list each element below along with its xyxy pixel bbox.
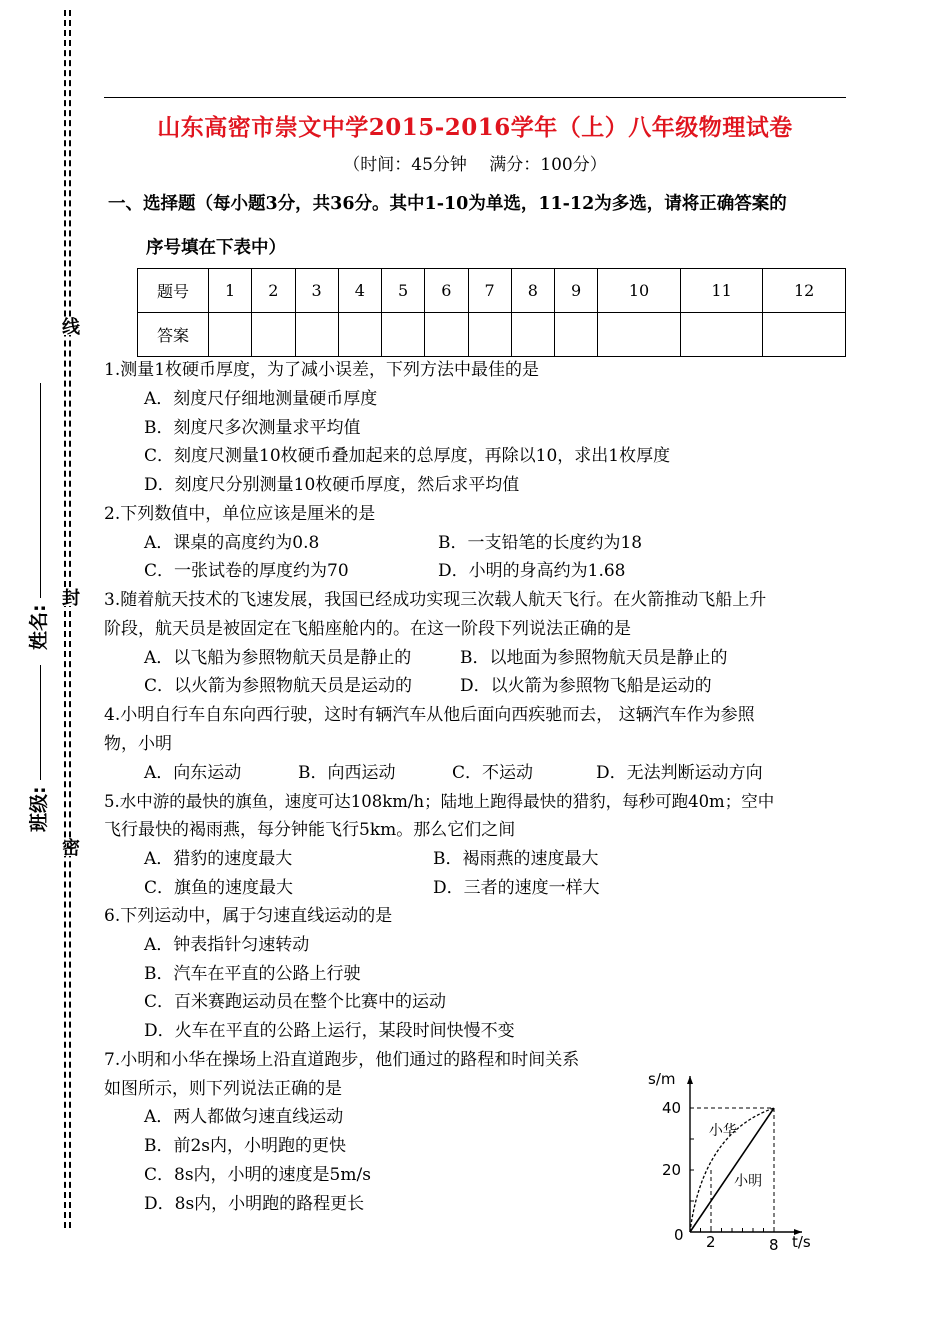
section-heading-line2: 序号填在下表中）: [146, 238, 286, 258]
question-7-option-d: D．8s内，小明跑的路程更长: [144, 1194, 365, 1214]
question-1-option-d: D．刻度尺分别测量10枚硬币厚度，然后求平均值: [144, 475, 520, 495]
answer-cell[interactable]: [252, 313, 295, 357]
exam-title: 山东高密市崇文中学2015-2016学年（上）八年级物理试卷: [157, 114, 793, 141]
question-3-option-b: B．以地面为参照物航天员是静止的: [460, 648, 728, 668]
answer-cell[interactable]: [295, 313, 338, 357]
section-heading-line1: 一、选择题（每小题3分，共36分。其中1-10为单选，11-12为多选，请将正确答案的: [108, 194, 787, 214]
table-number-cell: 8: [511, 269, 554, 313]
y-axis-label: s/m: [648, 1070, 676, 1088]
question-4-option-b: B．向西运动: [298, 763, 396, 783]
table-number-cell: 4: [338, 269, 381, 313]
question-6-option-c: C．百米赛跑运动员在整个比赛中的运动: [144, 992, 447, 1012]
question-2-stem: 2.下列数值中，单位应该是厘米的是: [104, 504, 376, 524]
question-1-option-b: B．刻度尺多次测量求平均值: [144, 418, 361, 438]
question-3-stem-line1: 3.随着航天技术的飞速发展，我国已经成功实现三次载人航天飞行。在火箭推动飞船上升: [104, 590, 767, 610]
seal-char-mi: 密: [56, 838, 82, 856]
table-label-answer: 答案: [138, 313, 209, 357]
question-5-option-d: D．三者的速度一样大: [433, 878, 600, 898]
margin-dashed-line-left: [64, 10, 68, 1228]
margin-dashed-line-right: [69, 10, 73, 1228]
question-4-stem-line2: 物，小明: [104, 734, 172, 754]
question-4-option-c: C．不运动: [452, 763, 534, 783]
table-number-cell: 9: [555, 269, 598, 313]
header-rule: [104, 97, 846, 98]
question-3-stem-line2: 阶段，航天员是被固定在飞船座舱内的。在这一阶段下列说法正确的是: [104, 619, 631, 639]
question-5-option-c: C．旗鱼的速度最大: [144, 878, 294, 898]
question-7-option-c: C．8s内，小明的速度是5m/s: [144, 1165, 371, 1185]
question-4-stem-line1: 4.小明自行车自东向西行驶，这时有辆汽车从他后面向西疾驰而去， 这辆汽车作为参照: [104, 705, 755, 725]
seal-char-feng: 封: [56, 588, 82, 606]
answer-cell[interactable]: [763, 313, 846, 357]
question-4-option-d: D．无法判断运动方向: [596, 763, 763, 783]
name-field: [24, 383, 51, 650]
question-7-option-a: A．两人都做匀速直线运动: [144, 1107, 344, 1127]
question-2-option-b: B．一支铅笔的长度约为18: [438, 533, 643, 553]
question-6-option-a: A．钟表指针匀速转动: [144, 935, 310, 955]
table-number-cell: 2: [252, 269, 295, 313]
answer-cell[interactable]: [425, 313, 468, 357]
table-number-cell: 11: [680, 269, 763, 313]
table-number-cell: 7: [468, 269, 511, 313]
question-6-stem: 6.下列运动中，属于匀速直线运动的是: [104, 906, 393, 926]
seal-char-xian: 线: [56, 317, 82, 335]
question-1-stem: 1.测量1枚硬币厚度，为了减小误差，下列方法中最佳的是: [104, 360, 540, 380]
answer-table-answer-row: [138, 313, 846, 357]
exam-subtitle: （时间：45分钟 满分：100分）: [343, 155, 607, 175]
class-blank: [38, 665, 41, 780]
answer-cell[interactable]: [555, 313, 598, 357]
question-4-option-a: A．向东运动: [144, 763, 242, 783]
question-5-stem-line1: 5.水中游的最快的旗鱼，速度可达108km/h；陆地上跑得最快的猎豹，每秒可跑40m；空中: [104, 792, 775, 811]
st-graph: [640, 1062, 830, 1262]
name-label: 姓名:: [28, 604, 50, 650]
question-3-option-d: D．以火箭为参照物飞船是运动的: [460, 676, 712, 696]
question-6-option-d: D．火车在平直的公路上运行，某段时间快慢不变: [144, 1021, 515, 1041]
answer-table: [137, 268, 846, 357]
y-axis-arrow: [687, 1076, 693, 1084]
table-number-cell: 12: [763, 269, 846, 313]
question-6-option-b: B．汽车在平直的公路上行驶: [144, 964, 361, 984]
table-number-cell: 1: [209, 269, 252, 313]
table-number-cell: 3: [295, 269, 338, 313]
question-5-option-a: A．猎豹的速度最大: [144, 849, 293, 869]
table-number-cell: 10: [598, 269, 681, 313]
class-label: 班级:: [28, 786, 50, 832]
series-label-xiaohua: 小华: [708, 1122, 737, 1139]
chart-layer: [648, 1070, 811, 1254]
answer-cell[interactable]: [209, 313, 252, 357]
question-5-option-b: B．褐雨燕的速度最大: [433, 849, 599, 869]
table-label-number: 题号: [138, 269, 209, 313]
answer-cell[interactable]: [511, 313, 554, 357]
table-number-cell: 6: [425, 269, 468, 313]
question-1-option-c: C．刻度尺测量10枚硬币叠加起来的总厚度，再除以10，求出1枚厚度: [144, 446, 671, 466]
answer-cell[interactable]: [382, 313, 425, 357]
question-1-option-a: A．刻度尺仔细地测量硬币厚度: [144, 389, 378, 409]
x-tick-label: 2: [706, 1233, 716, 1251]
answer-cell[interactable]: [598, 313, 681, 357]
question-5-stem-line2: 飞行最快的褐雨燕，每分钟能飞行5km。那么它们之间: [104, 820, 516, 840]
series-label-xiaoming: 小明: [734, 1173, 763, 1190]
origin-tick-label: 0: [674, 1226, 684, 1244]
table-number-cell: 5: [382, 269, 425, 313]
class-field: [24, 665, 51, 832]
y-tick-label: 20: [662, 1161, 682, 1179]
question-7-option-b: B．前2s内，小明跑的更快: [144, 1136, 347, 1156]
question-3-option-a: A．以飞船为参照物航天员是静止的: [144, 648, 412, 668]
x-tick-label: 8: [769, 1236, 779, 1254]
x-axis-label: t/s: [792, 1233, 811, 1251]
name-blank: [38, 383, 41, 598]
question-2-option-c: C．一张试卷的厚度约为70: [144, 561, 349, 581]
answer-table-header-row: [138, 269, 846, 313]
question-7-stem-line1: 7.小明和小华在操场上沿直道跑步，他们通过的路程和时间关系: [104, 1050, 580, 1070]
answer-cell[interactable]: [468, 313, 511, 357]
answer-cell[interactable]: [338, 313, 381, 357]
question-2-option-a: A．课桌的高度约为0.8: [144, 533, 320, 553]
y-tick-label: 40: [662, 1099, 682, 1117]
answer-cell[interactable]: [680, 313, 763, 357]
question-7-stem-line2: 如图所示，则下列说法正确的是: [104, 1079, 342, 1099]
question-2-option-d: D．小明的身高约为1.68: [438, 561, 626, 581]
question-3-option-c: C．以火箭为参照物航天员是运动的: [144, 676, 413, 696]
